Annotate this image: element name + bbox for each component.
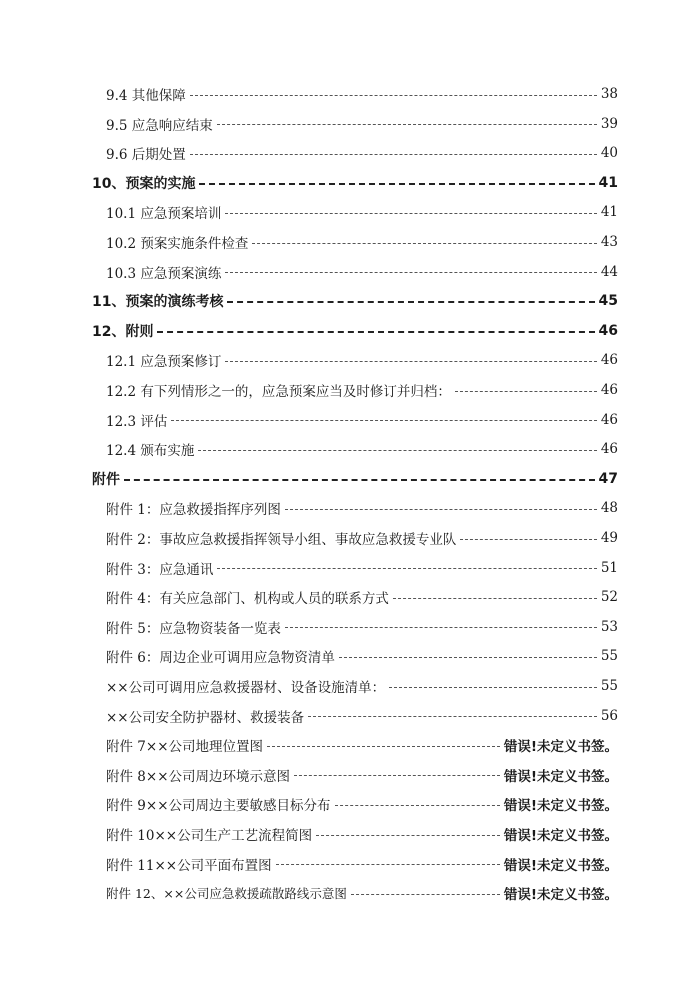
toc-entry[interactable] [106,730,618,760]
toc-entry[interactable] [106,109,618,139]
toc-heading-entry[interactable] [92,464,618,494]
missing-bookmark-error: 错误!未定义书签。 [503,887,618,904]
toc-page-number: 55 [600,678,618,694]
toc-page-number: 55 [600,648,618,665]
toc-entry[interactable] [106,878,618,908]
toc-page-number: 53 [600,618,618,635]
toc-entry-label: 附件 12、××公司应急救援疏散路线示意图 [106,886,347,902]
toc-page-number: 38 [600,86,618,102]
toc-page-number: 46 [598,322,618,339]
missing-bookmark-error: 错误!未定义书签。 [503,828,618,844]
toc-entry-label: 附件 9××公司周边主要敏感目标分布 [106,798,331,815]
toc-entry-label: 9.5 应急响应结束 [106,117,213,134]
toc-entry-label: 附件 6：周边企业可调用应急物资清单 [106,650,335,667]
missing-bookmark-error: 错误!未定义书签。 [503,768,618,785]
toc-entry-label: 12、附则 [92,323,154,340]
dot-leader [190,95,597,96]
dot-leader [157,331,594,333]
toc-entry-label: 12.3 评估 [106,413,168,430]
toc-page-number: 48 [600,500,618,517]
dot-leader [460,539,596,540]
toc-entry-label: 9.6 后期处置 [106,147,186,164]
dot-leader [217,568,596,569]
toc-page-number: 46 [600,411,618,428]
toc-entry-label: 附件 1：应急救援指挥序列图 [106,502,281,519]
toc-entry-label: 附件 4：有关应急部门、机构或人员的联系方式 [106,591,389,608]
toc-entry[interactable] [106,138,618,168]
toc-entry-label: 10.2 预案实施条件检查 [106,236,249,252]
dot-leader [389,687,597,688]
dot-leader [252,243,596,244]
toc-entry-label: 11、预案的演练考核 [92,294,224,311]
toc-entry[interactable] [106,345,618,375]
toc-entry-label: 附件 10××公司生产工艺流程简图 [106,828,313,844]
toc-page-number: 41 [600,204,618,221]
toc-page-number: 52 [600,589,618,606]
toc-entry[interactable] [106,789,618,819]
toc-entry[interactable] [106,375,618,405]
toc-entry-label: ××公司可调用应急救援器材、设备设施清单： [106,680,386,696]
toc-page-number: 39 [600,115,618,132]
toc-entry[interactable] [106,405,618,435]
toc-page-number: 44 [600,263,618,280]
toc-entry-label: 附件 8××公司周边环境示意图 [106,768,291,785]
toc-entry-label: 12.2 有下列情形之一的，应急预案应当及时修订并归档： [106,384,451,400]
toc-entry-label: 10.1 应急预案培训 [106,206,222,223]
toc-entry[interactable] [106,641,618,671]
toc-entry[interactable] [106,257,618,287]
dot-leader [124,479,595,481]
toc-entry[interactable] [106,434,618,464]
toc-entry-label: 10.3 应急预案演练 [106,265,222,282]
toc-page-number: 46 [600,441,618,458]
toc-entry-label: 12.1 应急预案修订 [106,354,222,371]
toc-page-number: 41 [598,174,618,191]
toc-entry-label: 附件 11××公司平面布置图 [106,857,272,874]
toc-entry[interactable] [106,553,618,583]
toc-page-number: 51 [600,559,618,576]
toc-entry[interactable] [106,612,618,642]
toc-entry-label: 附件 7××公司地理位置图 [106,739,264,756]
toc-entry[interactable] [106,849,618,879]
dot-leader [393,598,597,599]
toc-entry[interactable] [106,819,618,849]
toc-page-number: 46 [600,382,618,398]
missing-bookmark-error: 错误!未定义书签。 [503,857,618,874]
toc-page-number: 49 [600,530,618,546]
toc-entry[interactable] [106,493,618,523]
dot-leader [198,450,596,451]
dot-leader [227,301,594,303]
dot-leader [225,213,596,214]
toc-page-number: 56 [600,707,618,724]
dot-leader [316,835,500,836]
toc-heading-entry[interactable] [92,316,618,346]
toc-heading-entry[interactable] [92,286,618,316]
dot-leader [217,124,597,125]
toc-entry[interactable] [106,760,618,790]
toc-entry[interactable] [106,582,618,612]
dot-leader [276,864,500,865]
dot-leader [285,509,597,510]
toc-entry[interactable] [106,671,618,701]
dot-leader [339,657,597,658]
toc-entry[interactable] [106,701,618,731]
toc-entry[interactable] [106,79,618,109]
toc-entry-label: 9.4 其他保障 [106,88,186,104]
dot-leader [199,183,594,185]
toc-page-number: 45 [598,293,618,310]
toc-page-number: 47 [598,470,618,487]
toc-entry-label: 附件 5：应急物资装备一览表 [106,620,281,637]
toc-entry[interactable] [106,197,618,227]
toc-entry-label: 12.4 颁布实施 [106,443,195,460]
toc-entry-label: 附件 2：事故应急救援指挥领导小组、事故应急救援专业队 [106,532,457,548]
toc-page-number: 46 [600,352,618,369]
dot-leader [225,361,596,362]
dot-leader [294,775,500,776]
toc-entry-label: 附件 [92,471,120,488]
dot-leader [351,894,500,895]
dot-leader [335,805,500,806]
dot-leader [455,391,597,392]
dot-leader [267,746,500,747]
missing-bookmark-error: 错误!未定义书签。 [503,739,618,756]
toc-heading-entry[interactable] [92,168,618,198]
dot-leader [308,716,597,717]
toc-entry-label: ××公司安全防护器材、救援装备 [106,709,305,726]
dot-leader [225,272,596,273]
toc-entry[interactable] [106,227,618,257]
missing-bookmark-error: 错误!未定义书签。 [503,798,618,815]
dot-leader [285,627,597,628]
dot-leader [190,154,597,155]
toc-entry-label: 10、预案的实施 [92,175,196,192]
toc-entry[interactable] [106,523,618,553]
toc-page-number: 43 [600,234,618,250]
toc-page-number: 40 [600,145,618,162]
dot-leader [171,420,596,421]
toc-entry-label: 附件 3：应急通讯 [106,561,214,578]
